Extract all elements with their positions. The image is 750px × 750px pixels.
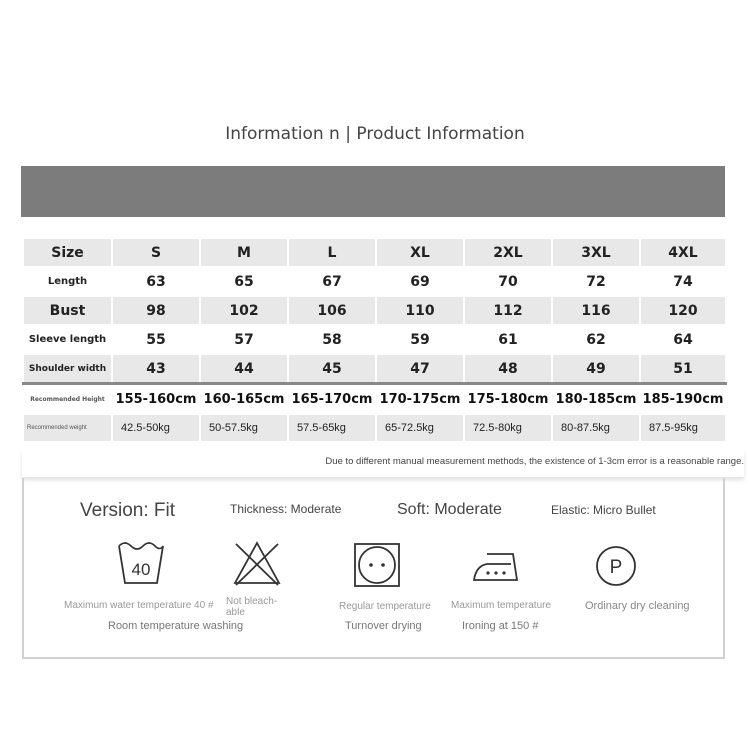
table-cell: 43 <box>112 354 200 384</box>
table-cell: 2XL <box>464 238 552 267</box>
table-cell: 72 <box>552 267 640 296</box>
table-cell: L <box>288 238 376 267</box>
row-label: Bust <box>23 296 112 325</box>
table-cell: 55 <box>112 325 200 354</box>
table-cell: 51 <box>640 354 726 384</box>
table-cell: 102 <box>200 296 288 325</box>
table-cell: 57 <box>200 325 288 354</box>
row-label: Size <box>23 238 112 267</box>
wash-tub-icon <box>116 540 166 586</box>
bleach-caption-line1: Not bleach- <box>226 596 278 607</box>
thickness-label: Thickness: Moderate <box>230 502 342 516</box>
wash-caption-2: Room temperature washing <box>108 620 244 632</box>
table-cell: 106 <box>288 296 376 325</box>
row-label: Sleeve length <box>23 325 112 354</box>
table-cell: 72.5-80kg <box>464 414 552 442</box>
page-title: Information n | Product Information <box>225 124 525 144</box>
table-row <box>23 325 726 354</box>
table-cell: 64 <box>640 325 726 354</box>
table-cell: 58 <box>288 325 376 354</box>
row-label: Length <box>23 267 112 296</box>
no-bleach-icon <box>232 540 282 586</box>
dry-caption-2: Turnover drying <box>345 620 422 632</box>
table-row <box>23 354 726 384</box>
measurement-note <box>22 449 744 477</box>
row-label: Recommended Height <box>23 384 112 415</box>
note-text: Due to different manual measurement methods, the existence of 1-3cm error is a reasonable range. <box>325 456 744 467</box>
table-cell: 120 <box>640 296 726 325</box>
bleach-caption-line2: able <box>226 607 245 618</box>
table-cell: 116 <box>552 296 640 325</box>
dry-caption: Regular temperature <box>339 601 431 612</box>
table-cell: 155-160cm <box>112 384 200 415</box>
table-cell: 70 <box>464 267 552 296</box>
table-cell: 185-190cm <box>640 384 726 415</box>
dry-clean-icon <box>594 544 638 588</box>
row-label: Shoulder width <box>23 354 112 384</box>
table-cell: 98 <box>112 296 200 325</box>
dry-clean-letter: P <box>609 557 623 578</box>
table-cell: 165-170cm <box>288 384 376 415</box>
table-cell: 67 <box>288 267 376 296</box>
table-cell: 180-185cm <box>552 384 640 415</box>
soft-label: Soft: Moderate <box>397 501 502 518</box>
bleach-caption <box>226 596 277 618</box>
table-cell: 45 <box>288 354 376 384</box>
table-cell: S <box>112 238 200 267</box>
table-cell: 170-175cm <box>376 384 464 415</box>
table-cell: 74 <box>640 267 726 296</box>
table-cell: 63 <box>112 267 200 296</box>
table-row <box>23 384 726 415</box>
table-cell: 49 <box>552 354 640 384</box>
table-cell: 59 <box>376 325 464 354</box>
table-cell: 110 <box>376 296 464 325</box>
table-cell: 65 <box>200 267 288 296</box>
iron-icon <box>471 548 521 584</box>
care-panel <box>22 478 725 659</box>
iron-caption-2: Ironing at 150 # <box>462 620 539 632</box>
dryclean-caption: Ordinary dry cleaning <box>585 600 690 612</box>
table-cell: 62 <box>552 325 640 354</box>
wash-caption: Maximum water temperature 40 # <box>64 600 214 611</box>
table-cell: 61 <box>464 325 552 354</box>
table-row <box>23 414 726 442</box>
table-cell: 50-57.5kg <box>200 414 288 442</box>
table-cell: 4XL <box>640 238 726 267</box>
tumble-dry-icon <box>353 542 401 588</box>
table-cell: 69 <box>376 267 464 296</box>
size-chart-table <box>22 237 727 443</box>
table-cell: 44 <box>200 354 288 384</box>
table-cell: M <box>200 238 288 267</box>
row-label: Recommended weight <box>23 414 112 442</box>
table-cell: 3XL <box>552 238 640 267</box>
table-row <box>23 238 726 267</box>
table-cell: 48 <box>464 354 552 384</box>
table-cell: 87.5-95kg <box>640 414 726 442</box>
table-row <box>23 296 726 325</box>
wash-temp-number: 40 <box>131 560 151 579</box>
table-cell: 65-72.5kg <box>376 414 464 442</box>
table-cell: 42.5-50kg <box>112 414 200 442</box>
version-label: Version: Fit <box>80 500 176 521</box>
header-banner <box>21 166 725 217</box>
iron-caption: Maximum temperature <box>451 600 552 611</box>
table-row <box>23 267 726 296</box>
table-cell: 175-180cm <box>464 384 552 415</box>
table-cell: 160-165cm <box>200 384 288 415</box>
table-cell: XL <box>376 238 464 267</box>
table-cell: 112 <box>464 296 552 325</box>
table-cell: 47 <box>376 354 464 384</box>
table-cell: 80-87.5kg <box>552 414 640 442</box>
elastic-label: Elastic: Micro Bullet <box>551 503 656 517</box>
table-cell: 57.5-65kg <box>288 414 376 442</box>
